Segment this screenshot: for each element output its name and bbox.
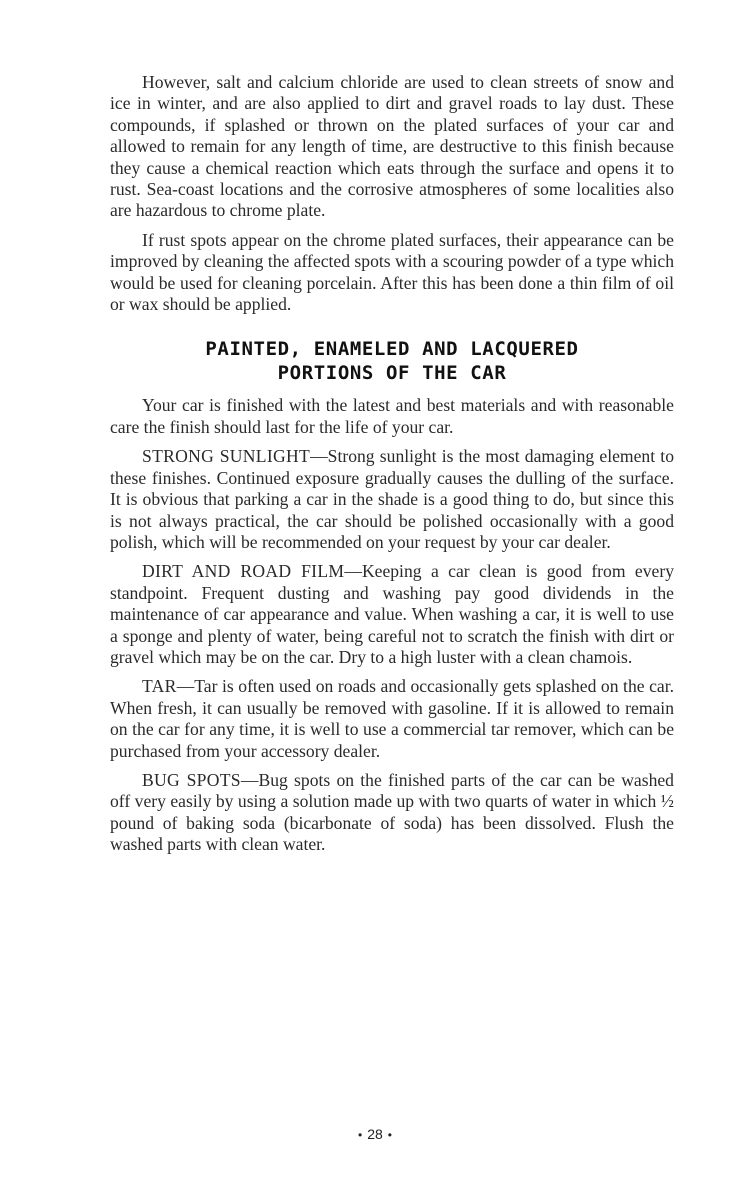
- page-number: 28: [367, 1126, 383, 1142]
- bullet-icon: •: [387, 1128, 392, 1142]
- paragraph-rust-spots: If rust spots appear on the chrome plated surfaces, their appearance can be improved by cleaning the affected spots with a scouring powder of a type which would be used for cleaning porcelain. After this has been done a thin film of oil or wax should be applied.: [110, 229, 674, 315]
- section-heading: [110, 337, 674, 385]
- item-text: —Strong sunlight is the most damaging element to these finishes. Continued exposure gradually causes the dulling of the surface. It is obvious that parking a car in the shade is a good thing to do, but since this is not always practical, the car should be polished occasionally with a good polish, which will be recommended on your request by your car dealer.: [110, 446, 674, 552]
- item-title: TAR: [142, 676, 177, 697]
- paragraph-dirt-road-film: [110, 561, 674, 668]
- item-text: —Keeping a car clean is good from every standpoint. Frequent dusting and washing pay good dividends in the maintenance of car appearance and value. When washing a car, it is well to use a sponge and plenty of water, being careful not to scratch the finish with dirt or gravel which may be on the car. Dry to a high luster with a clean chamois.: [110, 561, 674, 667]
- page-footer: [0, 1126, 750, 1142]
- paragraph-strong-sunlight: [110, 446, 674, 553]
- item-title: DIRT AND ROAD FILM: [142, 561, 345, 582]
- document-page: [110, 72, 674, 864]
- item-text: —Tar is often used on roads and occasionally gets splashed on the car. When fresh, it can usually be removed with gasoline. If it is allowed to remain on the car for any time, it is well to use a commercial tar remover, which can be purchased from your accessory dealer.: [110, 676, 674, 761]
- paragraph-intro: Your car is finished with the latest and best materials and with reasonable care the finish should last for the life of your car.: [110, 395, 674, 437]
- paragraph-tar: [110, 676, 674, 762]
- item-text: —Bug spots on the finished parts of the car can be washed off very easily by using a solution made up with two quarts of water in which ½ pound of baking soda (bicarbonate of soda) has been dissolved. Flush the washed parts with clean water.: [110, 769, 674, 855]
- paragraph-bug-spots: [110, 770, 674, 856]
- paragraph-salt-calcium: However, salt and calcium chloride are used to clean streets of snow and ice in winter, and are also applied to dirt and gravel roads to lay dust. These compounds, if splashed or thrown on the plated surfaces of your car and allowed to remain for any length of time, are destructive to this finish because they cause a chemical reaction which eats through the surface and opens it to rust. Sea-coast locations and the corrosive atmospheres of some localities also are hazardous to chrome plate.: [110, 72, 674, 221]
- bullet-icon: •: [358, 1128, 363, 1142]
- item-title: BUG SPOTS: [142, 769, 241, 790]
- section-heading-line2: PORTIONS OF THE CAR: [277, 362, 507, 385]
- item-title: STRONG SUNLIGHT: [142, 446, 311, 467]
- section-heading-line1: PAINTED, ENAMELED AND LACQUERED: [205, 338, 579, 361]
